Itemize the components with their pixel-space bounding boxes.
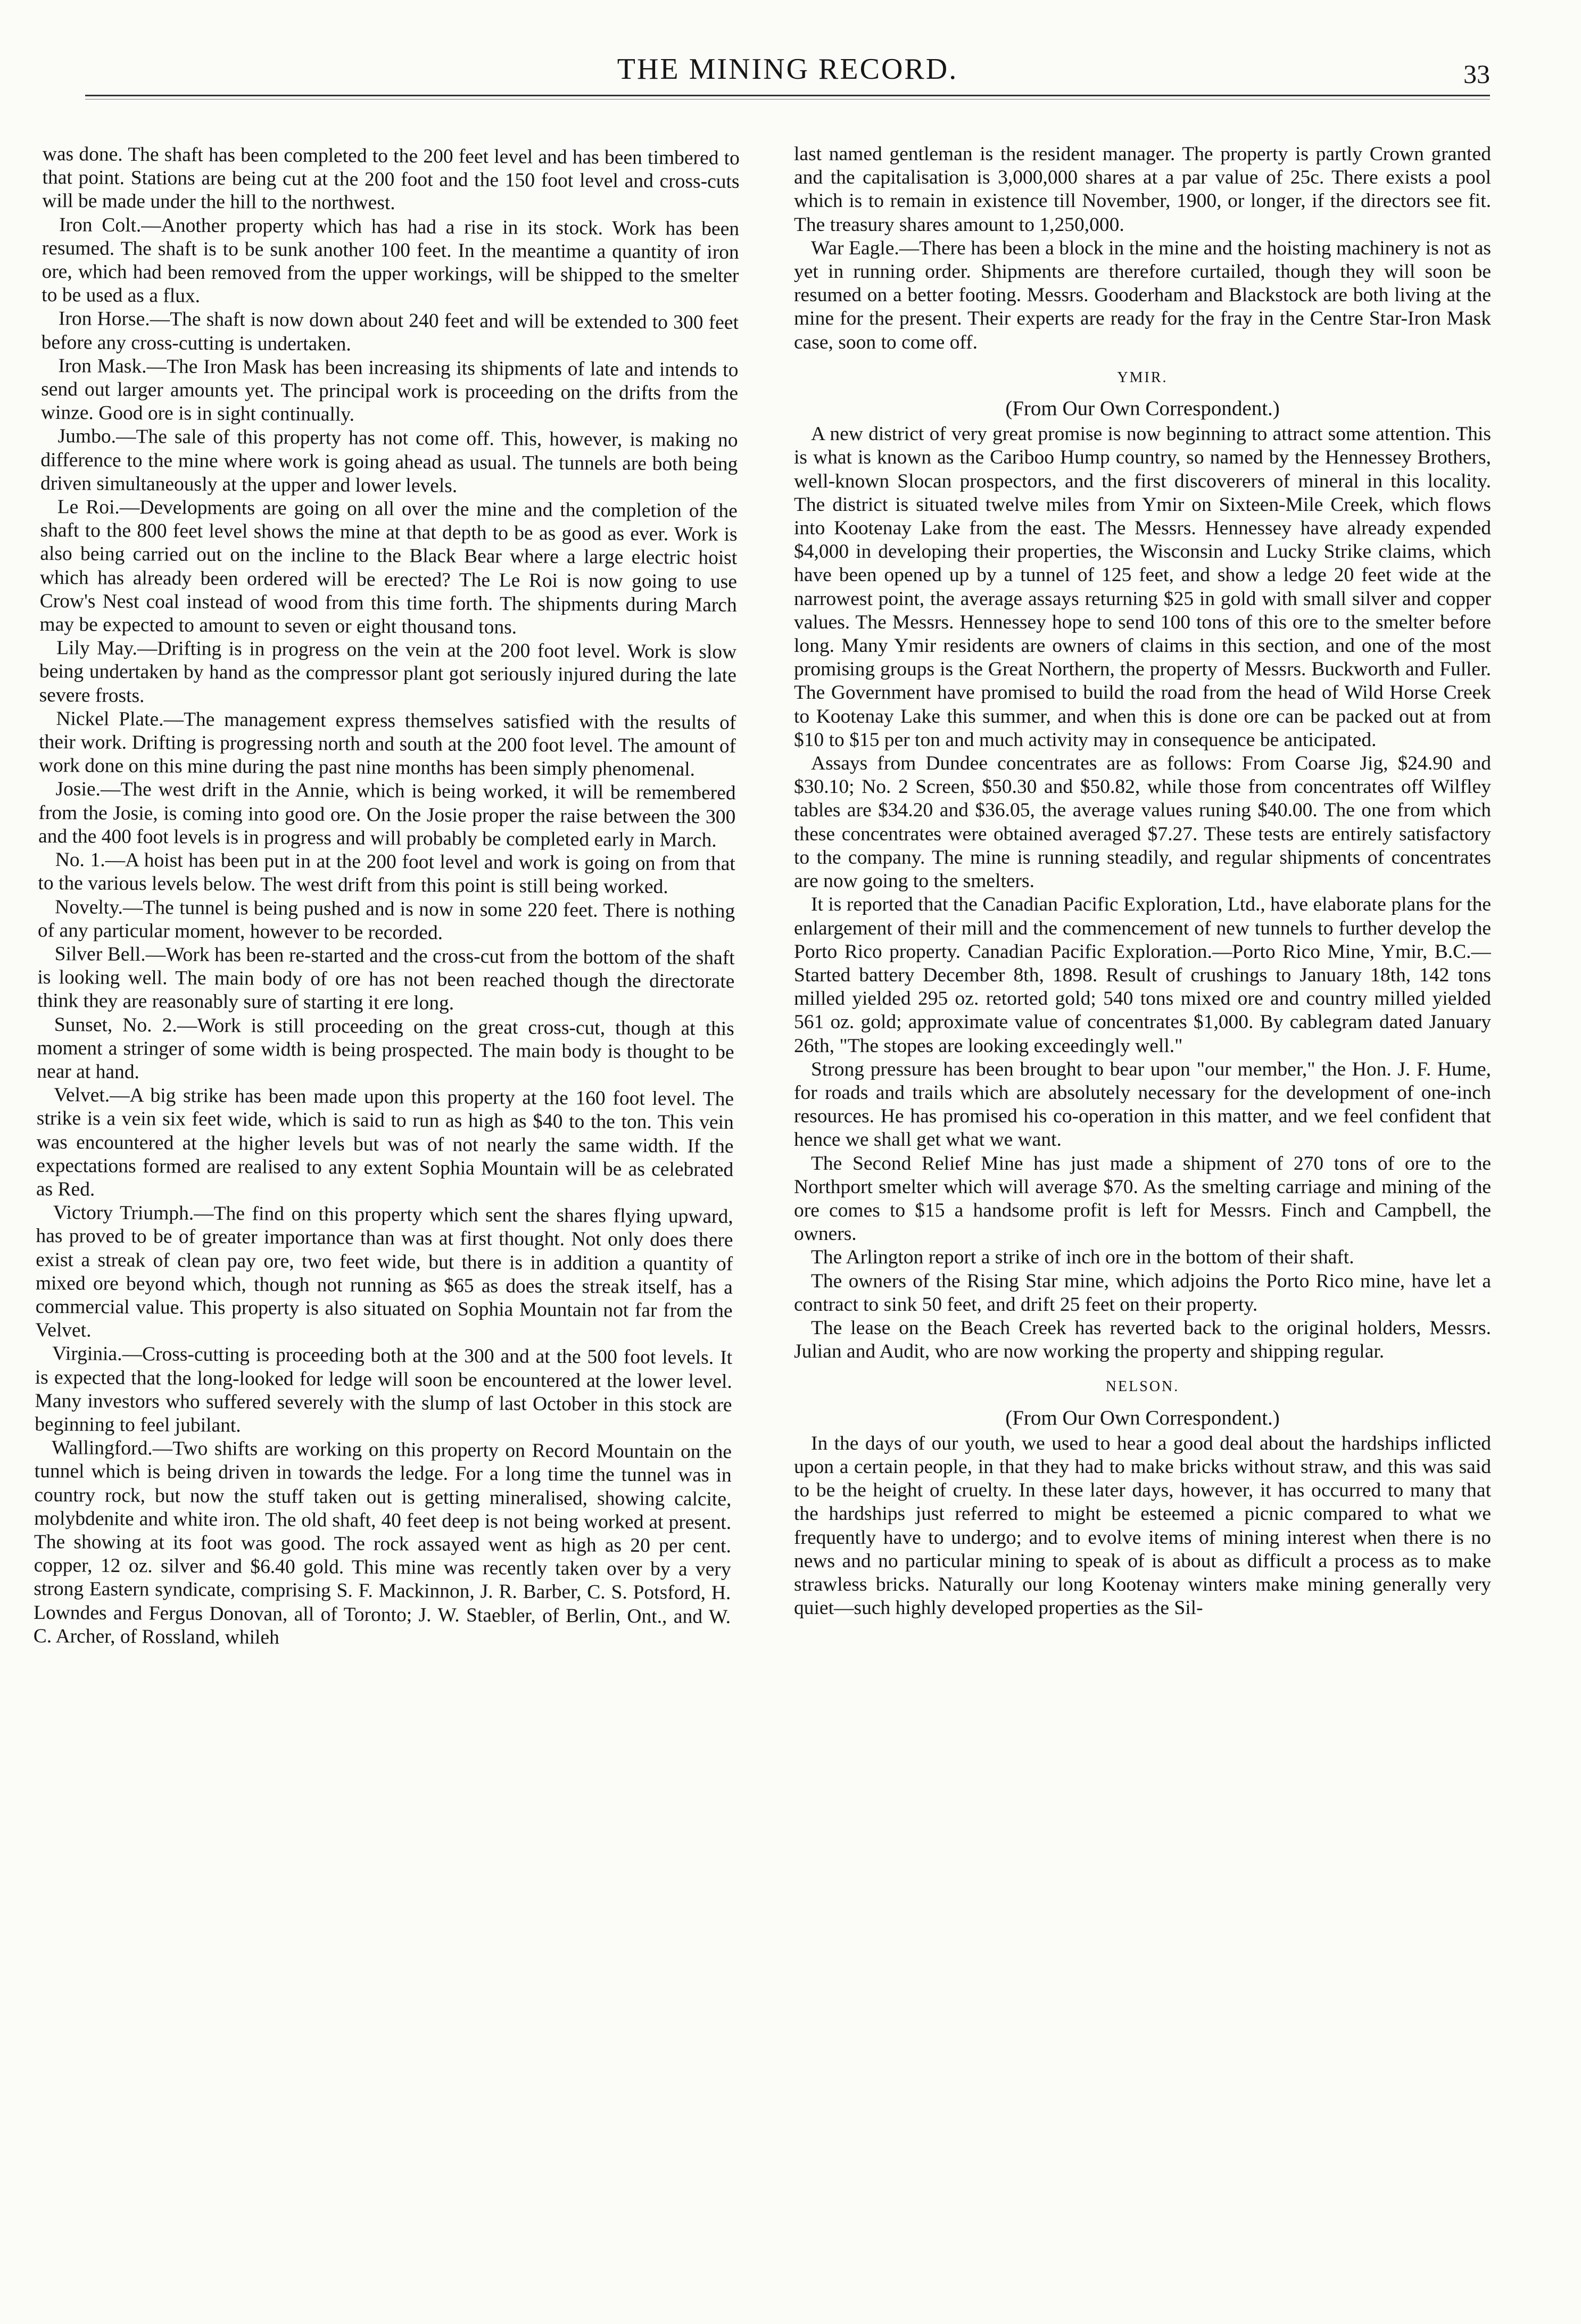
- paragraph: last named gentleman is the resident manager. The property is partly Crown granted and the capitalisation is 3,000,000 shares at a par value of 25c. There exists a pool which is to remain in existence till November, 1900, or longer, if the directors see fit. The treasury shares amount to 1,250,000.: [794, 143, 1491, 236]
- section-heading-nelson: NELSON.: [1105, 1378, 1180, 1395]
- paragraph: Le Roi.—Developments are going on all over the mine and the completion of the shaft to the 800 feet level shows the mine at that depth to be as good as ever. Work is also being carried out on the incline to the Black Bear where a large electric hoist which has already been ordered will be erected? The Le Roi is now going to use Crow's Nest coal instead of wood from this time forth. The shipments during March may be expected to amount to seven or eight thousand tons.: [39, 496, 738, 639]
- header-rule-thin: [85, 99, 1490, 100]
- paragraph: Jumbo.—The sale of this property has not come off. This, however, is making no difference to the mine where work is going ahead as usual. The tunnels are both being driven simultaneously at the upper and lower levels.: [40, 425, 738, 497]
- paragraph: It is reported that the Canadian Pacific Exploration, Ltd., have elaborate plans for the enlargement of their mill and the commencement of new tunnels to further develop the Porto Rico property. Canadian Pacific Exploration.—Porto Rico Mine, Ymir, B.C.—Started battery December 8th, 1898. Result of crushings to January 18th, 142 tons milled yielded 295 oz. retorted gold; 540 tons mixed ore and country milled yielded 561 oz. gold; approximate value of concentrates $1,000. By cablegram dated January 26th, "The stopes are looking exceedingly well.": [794, 894, 1491, 1057]
- page-number: 33: [1463, 59, 1490, 89]
- paragraph: Sunset, No. 2.—Work is still proceeding on the great cross-cut, though at this moment a stringer of some width is being prospected. The main body is thought to be near at hand.: [37, 1013, 734, 1084]
- paragraph: Strong pressure has been brought to bear upon "our member," the Hon. J. F. Hume, for roads and trails which are absolutely necessary for the development of one-inch resources. He has promised his co-operation in this matter, and we feel confident that hence we shall get what we want.: [794, 1058, 1491, 1151]
- paragraph: No. 1.—A hoist has been put in at the 200 foot level and work is going on from that to the various levels below. The west drift from this point is still being worked.: [38, 849, 735, 898]
- paragraph: The lease on the Beach Creek has reverted back to the original holders, Messrs. Julian and Audit, who are now working the property and shipping regular.: [794, 1317, 1491, 1363]
- paragraph: Assays from Dundee concentrates are as follows: From Coarse Jig, $24.90 and $30.10; No. 2 Screen, $50.30 and $50.82, while those from concentrates off Wilfley tables are $34.20 and $36.05, the average values runing $40.00. The one from which these concentrates were obtained averaged $7.27. These tests are entirely satisfactory to the company. The mine is running steadily, and regular shipments of concentrates are now going to the smelters.: [794, 752, 1491, 892]
- section-subheading: (From Our Own Correspondent.): [1005, 1406, 1280, 1429]
- paragraph: Iron Mask.—The Iron Mask has been increasing its shipments of late and intends to send out larger amounts yet. The principal work is proceeding on the drifts from the winze. Good ore is in sight continually.: [40, 355, 739, 426]
- paragraph: Iron Horse.—The shaft is now down about 240 feet and will be extended to 300 feet before any cross-cutting is undertaken.: [41, 308, 739, 355]
- paragraph: The Second Relief Mine has just made a shipment of 270 tons of ore to the Northport smelter which will average $70. As the smelting carriage and mining of the ore comes to $15 a handsome profit is left for Messrs. Finch and Campbell, the owners.: [794, 1152, 1491, 1245]
- page-header: [85, 49, 1490, 92]
- right-column: [794, 143, 1491, 2282]
- header-rule: [85, 95, 1490, 96]
- paragraph: Wallingford.—Two shifts are working on this property on Record Mountain on the tunnel which is being driven in towards the ledge. For a long time the tunnel was in country rock, but now the stuff taken out is getting mineralised, showing calcite, molybdenite and white iron. The old shaft, 40 feet deep is not being worked at present. The showing at its foot was good. The rock assayed went as high as 20 per cent. copper, 12 oz. silver and $6.40 gold. This mine was recently taken over by a very strong Eastern syndicate, comprising S. F. Mackinnon, J. R. Barber, C. S. Potsford, H. Lowndes and Fergus Donovan, all of Toronto; J. W. Staebler, of Berlin, Ont., and W. C. Archer, of Rossland, whileh: [33, 1437, 732, 1649]
- paragraph: Novelty.—The tunnel is being pushed and is now in some 220 feet. There is nothing of any particular moment, however to be recorded.: [37, 896, 735, 944]
- section-heading-ymir: YMIR.: [1117, 369, 1168, 386]
- paragraph: Virginia.—Cross-cutting is proceeding both at the 300 and at the 500 foot levels. It is expected that the long-looked for ledge will soon be encountered at the lower level. Many investors who suffered severely with the slump of last October in this stock are beginning to feel jubilant.: [35, 1343, 733, 1437]
- paragraph: Velvet.—A big strike has been made upon this property at the 160 foot level. The strike is a vein six feet wide, which is said to run as high as $40 to the ton. This vein was encountered at the higher levels but was of not nearly the same width. If the expectations formed are realised to any extent Sophia Mountain will be as celebrated as Red.: [36, 1084, 734, 1201]
- paragraph: Iron Colt.—Another property which has had a rise in its stock. Work has been resumed. The shaft is to be sunk another 100 feet. In the meantime a quantity of iron ore, which had been removed from the upper workings, will be shipped to the smelter to be used as a flux.: [42, 213, 740, 308]
- paragraph: Josie.—The west drift in the Annie, which is being worked, it will be remembered from the Josie, is coming into good ore. On the Josie proper the raise between the 300 and the 400 foot levels is in progress and will probably be completed early in March.: [38, 778, 736, 851]
- paragraph: Victory Triumph.—The find on this property which sent the shares flying upward, has proved to be of greater importance than was at first thought. Not only does there exist a streak of clean pay ore, two feet wide, but there is in addition a quantity of mixed ore beyond which, though not running as $65 as does the streak itself, has a commercial value. This property is also situated on Sophia Mountain not far from the Velvet.: [35, 1202, 733, 1342]
- paragraph: The owners of the Rising Star mine, which adjoins the Porto Rico mine, have let a contract to sink 50 feet, and drift 25 feet on their property.: [794, 1270, 1491, 1316]
- paragraph: In the days of our youth, we used to hear a good deal about the hardships inflicted upon a certain people, in that they had to make bricks without straw, and this was said to be the height of cruelty. In these later days, however, it has occurred to many that the hardships just referred to might be esteemed a picnic compared to what we frequently have to undergo; and to evolve items of mining interest when there is no news and no particular mining to speak of is about as difficult a process as to make strawless bricks. Naturally our long Kootenay winters make mining generally very quiet—such highly developed properties as the Sil-: [794, 1432, 1491, 1619]
- paragraph: was done. The shaft has been completed to the 200 feet level and has been timbered to that point. Stations are being cut at the 200 foot and the 150 foot level and cross-cuts will be made under the hill to the northwest.: [42, 143, 740, 214]
- paragraph: Nickel Plate.—The management express themselves satisfied with the results of their work. Drifting is progressing north and south at the 200 foot level. The amount of work done on this mine during the past nine months has been simply phenomenal.: [38, 708, 736, 781]
- paragraph: Silver Bell.—Work has been re-started and the cross-cut from the bottom of the shaft is looking well. The main body of ore has not been reached though the directorate think they are reasonably sure of starting it ere long.: [37, 943, 735, 1015]
- paragraph: The Arlington report a strike of inch ore in the bottom of their shaft.: [811, 1246, 1354, 1269]
- left-column: [29, 143, 740, 2286]
- paragraph: Lily May.—Drifting is in progress on the vein at the 200 foot level. Work is slow being undertaken by hand as the compressor plant got seriously injured during the late severe frosts.: [39, 637, 737, 707]
- paragraph: War Eagle.—There has been a block in the mine and the hoisting machinery is not as yet in running order. Shipments are therefore curtailed, though they will soon be resumed on a better footing. Messrs. Gooderham and Blackstock are both living at the mine for the present. Their experts are ready for the fray in the Centre Star-Iron Mask case, soon to come off.: [794, 237, 1491, 353]
- paragraph: A new district of very great promise is now beginning to attract some attention. This is what is known as the Cariboo Hump country, so named by the Hennessey Brothers, well-known Slocan prospectors, and the first discoverers of mineral in this locality. The district is situated twelve miles from Ymir on Sixteen-Mile Creek, which flows into Kootenay Lake from the east. The Messrs. Hennessey have already expended $4,000 in developing their properties, the Wisconsin and Lucky Strike claims, which have been opened up by a tunnel of 125 feet, and show a ledge 20 feet wide at the narrowest point, the average assays returning $25 in gold with small silver and copper values. The Messrs. Hennessey hope to send 100 tons of this ore to the smelter before long. Many Ymir residents are owners of claims in this section, and one of the most promising groups is the Great Northern, the property of Messrs. Buckworth and Fuller. The Government have promised to build the road from the head of Wild Horse Creek to Kootenay Lake this summer, and when this is done ore can be packed out at from $10 to $15 per ton and much activity may in consequence be anticipated.: [794, 423, 1491, 751]
- section-subheading: (From Our Own Correspondent.): [1005, 397, 1280, 420]
- running-title: THE MINING RECORD.: [617, 53, 958, 86]
